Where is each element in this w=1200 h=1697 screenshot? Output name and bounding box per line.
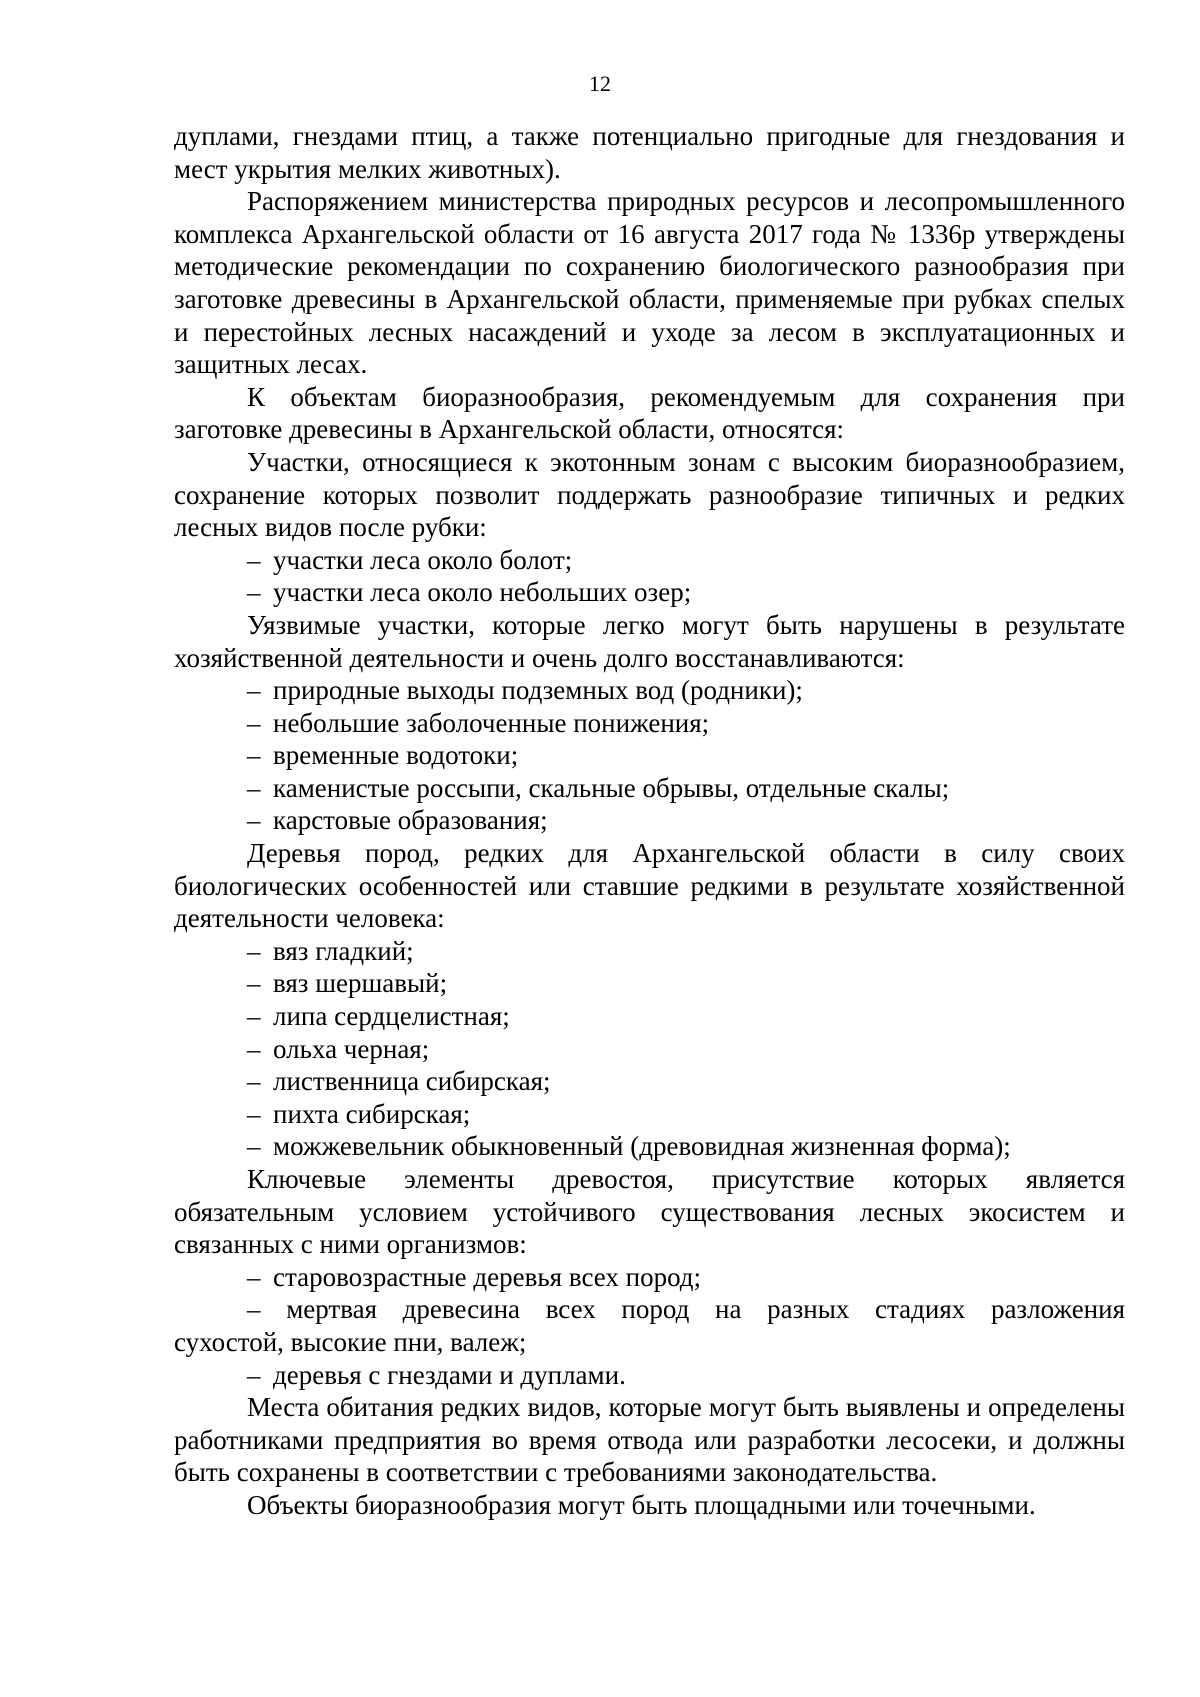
paragraph-continuation: дуплами, гнездами птиц, а также потенциально пригодные для гнездования и мест укрытия мелких животных). [174,121,1125,184]
dash-marker: – [247,968,261,999]
list-item: – ольха черная; [247,1033,430,1064]
list-item: – пихта сибирская; [247,1098,471,1129]
page-number: 12 [589,71,611,96]
dash-marker: – [247,544,261,575]
list-key-elements [174,1261,1125,1391]
dash-marker: – [247,1098,261,1129]
paragraph-object-types: Объекты биоразнообразия могут быть площадными или точечными. [247,1489,1036,1520]
dash-marker: – [247,1261,261,1292]
dash-marker: – [247,805,261,836]
dash-marker: – [247,577,261,608]
dash-marker: – [247,1033,261,1064]
dash-marker: – [247,707,261,738]
dash-marker: – [247,1359,261,1390]
list-vulnerable-areas [174,674,1125,837]
paragraph-order-reference: Распоряжением министерства природных ресурсов и лесопромышленного комплекса Архангельской области от 16 августа 2017 года № 1336р утверждены методические рекомендации по сохранению биологического разнообразия при заготовке древесины в Архангельской области, применяемые при рубках спелых и перестойных лесных насаждений и уходе за лесом в эксплуатационных и защитных лесах. [174,186,1125,380]
paragraph-key-elements: Ключевые элементы древостоя, присутствие которых является обязательным условием устойчивого существования лесных экосистем и связанных с ними организмов: [174,1164,1125,1260]
dash-marker: – [247,772,261,803]
list-item: – природные выходы подземных вод (родники); [247,675,803,706]
dash-marker: – [247,1066,261,1097]
list-item: – вяз шершавый; [247,968,448,999]
list-item: – вяз гладкий; [247,935,414,966]
list-rare-tree-species [174,935,1125,1163]
list-item: – временные водотоки; [247,740,519,771]
list-item: – карстовые образования; [247,805,548,836]
paragraph-rare-species-habitats: Места обитания редких видов, которые могут быть выявлены и определены работниками предприятия во время отвода или разработки лесосеки, и должны быть сохранены в соответствии с требованиями законодательства. [174,1392,1125,1488]
list-item: – мертвая древесина всех пород на разных стадиях разложения сухостой, высокие пни, валеж; [174,1294,1125,1357]
list-item: – можжевельник обыкновенный (древовидная жизненная форма); [247,1131,1011,1162]
list-item: – деревья с гнездами и дуплами. [247,1359,626,1390]
dash-marker: – [247,1131,261,1162]
list-item: – липа сердцелистная; [247,1001,510,1032]
list-item: – участки леса около болот; [247,544,573,575]
dash-marker: – [247,675,261,706]
list-item: – каменистые россыпи, скальные обрывы, отдельные скалы; [247,772,950,803]
paragraph-vulnerable-areas: Уязвимые участки, которые легко могут быть нарушены в результате хозяйственной деятельности и очень долго восстанавливаются: [174,609,1125,673]
paragraph-biodiversity-objects: К объектам биоразнообразия, рекомендуемым для сохранения при заготовке древесины в Архангельской области, относятся: [174,381,1125,445]
dash-marker: – [247,1294,261,1325]
paragraph-rare-tree-species: Деревья пород, редких для Архангельской области в силу своих биологических особенностей или ставшие редкими в результате хозяйственной деятельности человека: [174,838,1125,934]
paragraph-ecotone-zones: Участки, относящиеся к экотонным зонам с высоким биоразнообразием, сохранение которых позволит поддержать разнообразие типичных и редких лесных видов после рубки: [174,446,1125,543]
list-item: – участки леса около небольших озер; [247,577,692,608]
list-ecotone-zones [174,544,1125,609]
dash-marker: – [247,935,261,966]
list-item: – небольшие заболоченные понижения; [247,707,710,738]
list-item: – лиственница сибирская; [247,1066,551,1097]
dash-marker: – [247,740,261,771]
dash-marker: – [247,1001,261,1032]
list-item: – старовозрастные деревья всех пород; [247,1261,702,1292]
document-body [174,120,1125,1522]
